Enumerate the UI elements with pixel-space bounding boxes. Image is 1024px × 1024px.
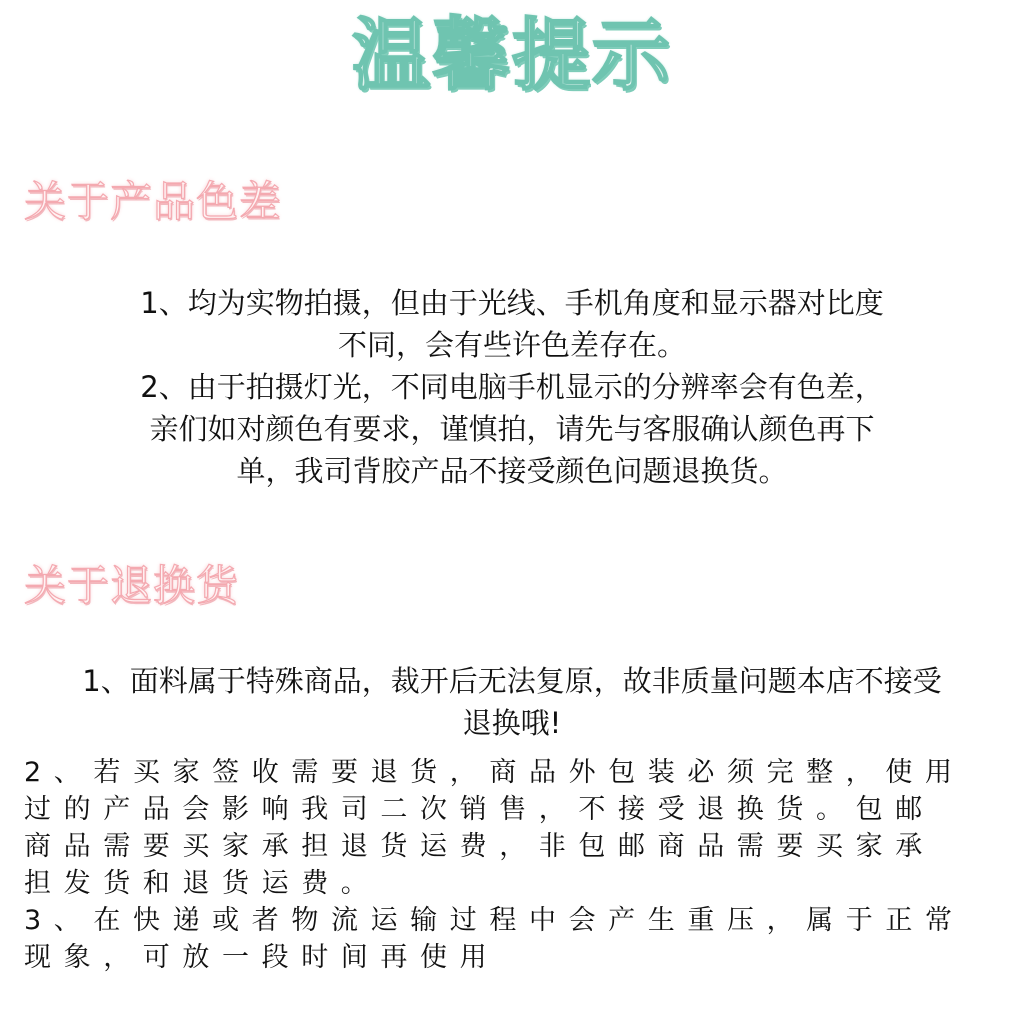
- notice-line: 退换哦!: [462, 706, 562, 740]
- notice-line: 担发货和退货运费。: [24, 868, 381, 899]
- return-policy-item-1: [16, 660, 1008, 744]
- notice-line: 2、若买家签收需要退货，商品外包装必须完整，使用: [24, 757, 965, 788]
- notice-line: 现象，可放一段时间再使用: [24, 942, 500, 973]
- color-difference-notice: [40, 282, 984, 492]
- notice-line: 1、面料属于特殊商品，裁开后无法复原，故非质量问题本店不接受: [82, 664, 942, 698]
- notice-line: 亲们如对颜色有要求，谨慎拍，请先与客服确认颜色再下: [149, 412, 875, 446]
- page-title: 温馨提示: [351, 11, 672, 101]
- return-policy-items-2-3: [24, 754, 994, 976]
- notice-line: 商品需要买家承担退货运费，非包邮商品需要买家承: [24, 831, 935, 862]
- section-heading-returns: 关于退换货: [24, 561, 240, 610]
- section-heading-color-difference: 关于产品色差: [24, 177, 283, 226]
- notice-line: 不同，会有些许色差存在。: [337, 328, 686, 362]
- notice-line: 1、均为实物拍摄，但由于光线、手机角度和显示器对比度: [140, 286, 884, 320]
- notice-line: 3、在快递或者物流运输过程中会产生重压，属于正常: [24, 905, 965, 936]
- notice-line: 过的产品会影响我司二次销售，不接受退换货。包邮: [24, 794, 935, 825]
- notice-line: 单，我司背胶产品不接受颜色问题退换货。: [236, 454, 788, 488]
- notice-line: 2、由于拍摄灯光，不同电脑手机显示的分辨率会有色差，: [140, 370, 884, 404]
